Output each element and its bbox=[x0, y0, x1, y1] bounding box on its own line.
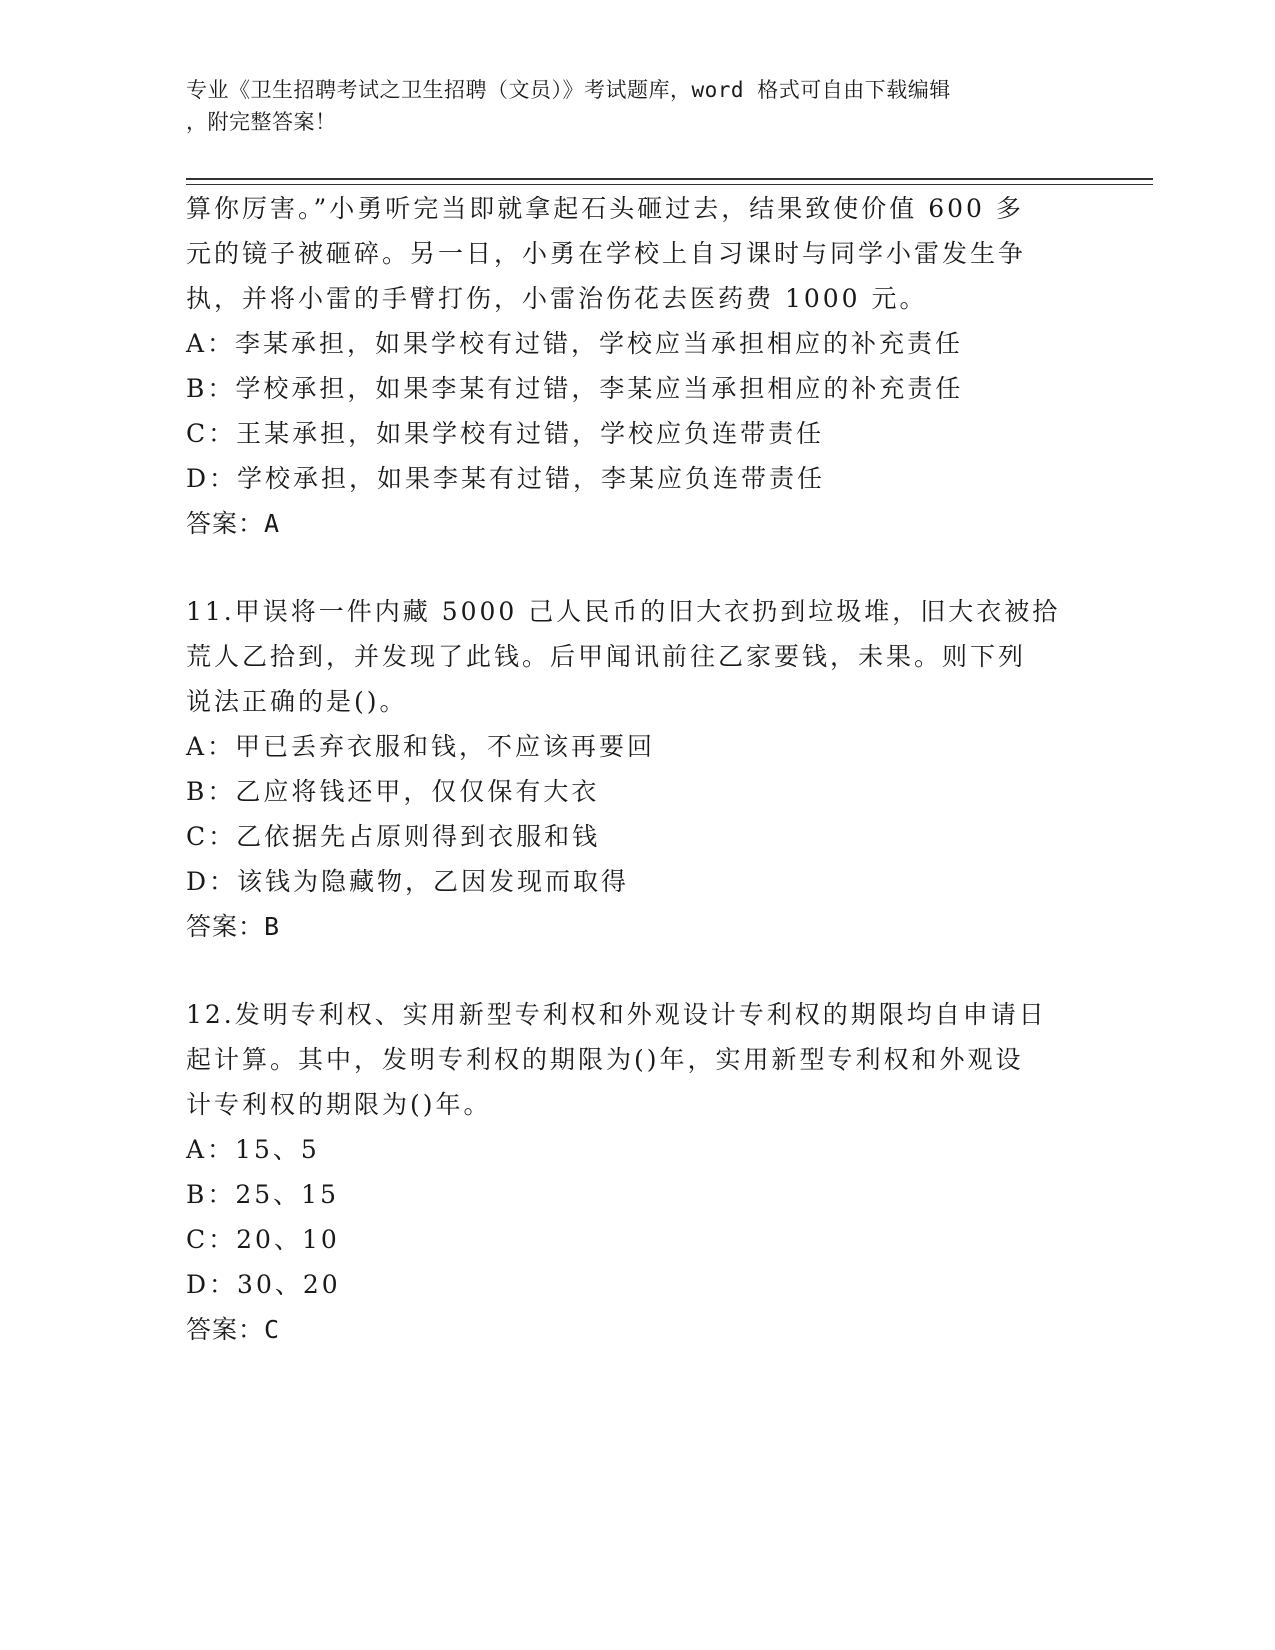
spacer bbox=[186, 949, 1066, 992]
question-block-continued bbox=[186, 186, 1066, 546]
page-header bbox=[186, 74, 1066, 138]
option-b: B：25、15 bbox=[186, 1180, 339, 1209]
option-b: B：学校承担，如果李某有过错，李某应当承担相应的补充责任 bbox=[186, 374, 964, 403]
option-c: C：王某承担，如果学校有过错，学校应负连带责任 bbox=[186, 419, 825, 448]
option-a: A：甲已丢弃衣服和钱，不应该再要回 bbox=[186, 732, 656, 761]
header-line: 专业《卫生招聘考试之卫生招聘（文员）》考试题库，word 格式可自由下载编辑 bbox=[186, 78, 951, 102]
question-text-line: 执，并将小雷的手臂打伤，小雷治伤花去医药费 1000 元。 bbox=[186, 284, 928, 313]
option-b: B：乙应将钱还甲，仅仅保有大衣 bbox=[186, 777, 600, 806]
option-a: A：李某承担，如果学校有过错，学校应当承担相应的补充责任 bbox=[186, 329, 964, 358]
header-line: ，附完整答案！ bbox=[186, 110, 337, 134]
answer-line: 答案：C bbox=[186, 1315, 281, 1344]
option-c: C：20、10 bbox=[186, 1225, 340, 1254]
question-text-line: 荒人乙拾到，并发现了此钱。后甲闻讯前往乙家要钱，未果。则下列 bbox=[186, 642, 1027, 671]
option-a: A：15、5 bbox=[186, 1135, 320, 1164]
answer-line: 答案：A bbox=[186, 509, 281, 538]
document-body bbox=[186, 186, 1066, 1352]
question-block-12 bbox=[186, 992, 1066, 1352]
header-divider bbox=[186, 178, 1153, 180]
question-text-line: 计专利权的期限为()年。 bbox=[186, 1090, 492, 1119]
question-text-line: 11.甲误将一件内藏 5000 己人民币的旧大衣扔到垃圾堆，旧大衣被拾 bbox=[186, 597, 1061, 626]
option-d: D：30、20 bbox=[186, 1270, 341, 1299]
question-block-11 bbox=[186, 589, 1066, 949]
question-text-line: 说法正确的是()。 bbox=[186, 687, 408, 716]
question-text-line: 元的镜子被砸碎。另一日，小勇在学校上自习课时与同学小雷发生争 bbox=[186, 239, 1027, 268]
spacer bbox=[186, 546, 1066, 589]
option-d: D：学校承担，如果李某有过错，李某应负连带责任 bbox=[186, 464, 826, 493]
option-d: D：该钱为隐藏物，乙因发现而取得 bbox=[186, 867, 630, 896]
question-text-line: 起计算。其中，发明专利权的期限为()年，实用新型专利权和外观设 bbox=[186, 1045, 1024, 1074]
question-text-line: 算你厉害。”小勇听完当即就拿起石头砸过去，结果致使价值 600 多 bbox=[186, 194, 1024, 223]
option-c: C：乙依据先占原则得到衣服和钱 bbox=[186, 822, 601, 851]
question-text-line: 12.发明专利权、实用新型专利权和外观设计专利权的期限均自申请日 bbox=[186, 1000, 1047, 1029]
header-divider bbox=[186, 184, 1153, 185]
answer-line: 答案：B bbox=[186, 912, 281, 941]
